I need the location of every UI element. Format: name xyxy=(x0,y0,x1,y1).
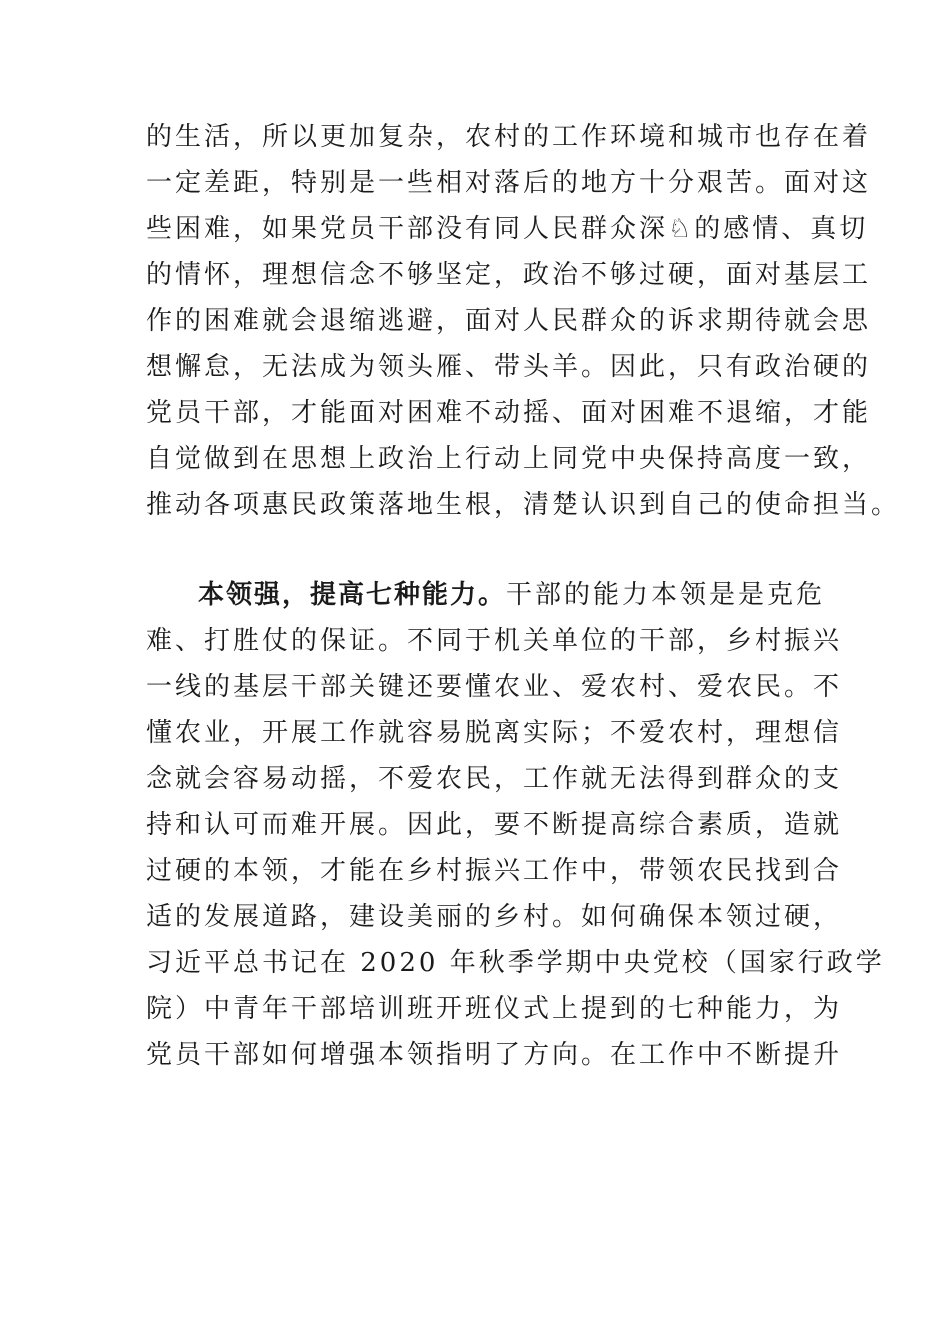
paragraph-2-line-4: 懂农业，开展工作就容易脱离实际；不爱农村，理想信 xyxy=(146,718,843,748)
paragraph-1-line-4: 的情怀，理想信念不够坚定，政治不够过硬，面对基层工 xyxy=(146,260,872,290)
paragraph-2-line-2: 难、打胜仗的保证。不同于机关单位的干部，乡村振兴 xyxy=(146,626,843,656)
paragraph-2-line-6: 持和认可而难开展。因此，要不断提高综合素质，造就 xyxy=(146,810,843,840)
paragraph-1-line-7: 党员干部，才能面对困难不动摇、面对困难不退缩，才能 xyxy=(146,398,872,428)
paragraph-2-line-11: 党员干部如何增强本领指明了方向。在工作中不断提升 xyxy=(146,1040,843,1070)
paragraph-1-line-8: 自觉做到在思想上政治上行动上同党中央保持高度一致， xyxy=(146,444,872,474)
paragraph-1-line-3: 些困难，如果党员干部没有同人民群众深♘的感情、真切 xyxy=(146,214,869,244)
paragraph-2-heading: 本领强，提高七种能力。 xyxy=(198,580,507,610)
paragraph-1-line-9: 推动各项惠民政策落地生根，清楚认识到自己的使命担当。 xyxy=(146,490,901,520)
paragraph-1-line-1: 的生活，所以更加复杂，农村的工作环境和城市也存在着 xyxy=(146,122,872,152)
paragraph-2-line-3: 一线的基层干部关键还要懂农业、爱农村、爱农民。不 xyxy=(146,672,843,702)
paragraph-1-line-6: 想懈怠，无法成为领头雁、带头羊。因此，只有政治硬的 xyxy=(146,352,872,382)
paragraph-2-line-10: 院）中青年干部培训班开班仪式上提到的七种能力，为 xyxy=(146,994,843,1024)
paragraph-2-line-5: 念就会容易动摇，不爱农民，工作就无法得到群众的支 xyxy=(146,764,843,794)
paragraph-2-line-1-rest: 干部的能力本领是是克危 xyxy=(506,580,826,610)
paragraph-2-line-9: 习近平总书记在 2020 年秋季学期中央党校（国家行政学 xyxy=(146,948,885,978)
paragraph-2-line-7: 过硬的本领，才能在乡村振兴工作中，带领农民找到合 xyxy=(146,856,843,886)
paragraph-1-line-5: 作的困难就会退缩逃避，面对人民群众的诉求期待就会思 xyxy=(146,306,872,336)
paragraph-1-line-2: 一定差距，特别是一些相对落后的地方十分艰苦。面对这 xyxy=(146,168,872,198)
paragraph-2-line-1 xyxy=(198,573,838,617)
paragraph-2-line-8: 适的发展道路，建设美丽的乡村。如何确保本领过硬， xyxy=(146,902,843,932)
